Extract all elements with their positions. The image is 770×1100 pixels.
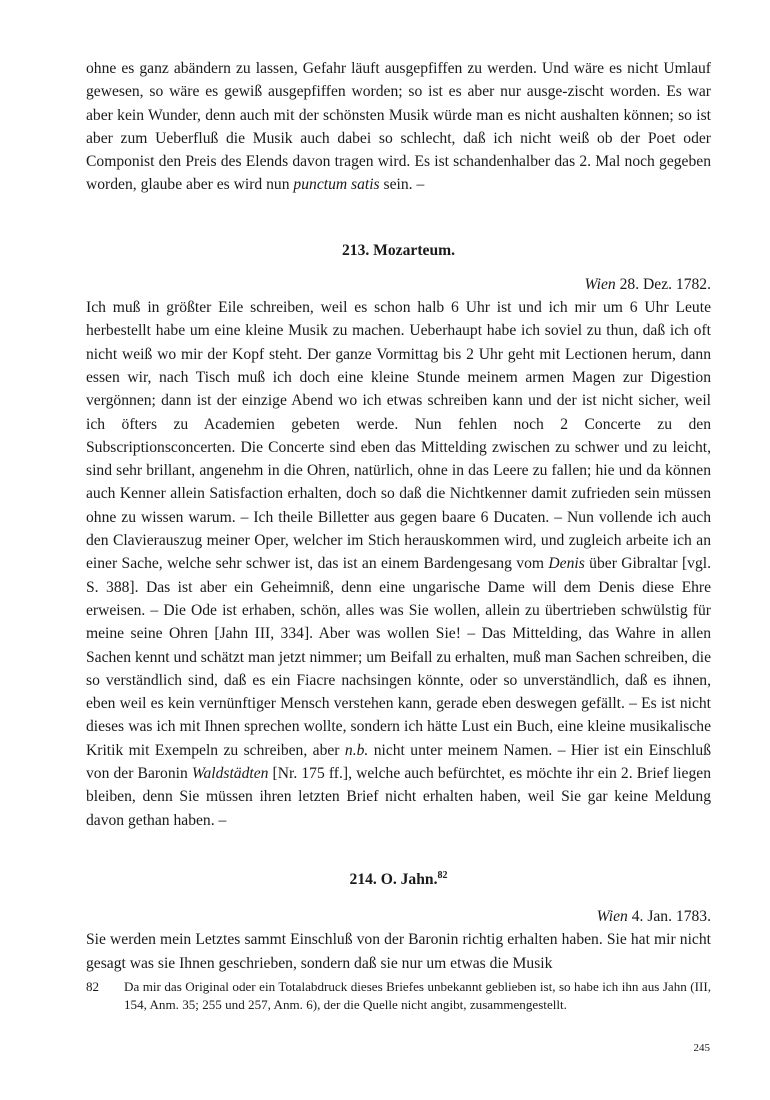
- letter-214-dateline: [86, 905, 711, 928]
- footnote-number: 82: [86, 978, 100, 994]
- letter-213-dateline: [86, 273, 711, 296]
- letter-214-date: 4. Jan. 1783.: [627, 907, 711, 925]
- text-run: nicht unter meinem Namen. – Hier ist ein Einschluß von der Baronin: [86, 741, 711, 783]
- continuation-paragraph: [86, 57, 711, 197]
- letter-214-heading: [86, 868, 711, 891]
- footnote: [86, 978, 711, 1015]
- footnote-text: Da mir das Original oder ein Totalabdruck dieses Briefes unbekannt geblieben ist, so habe ich ihn aus Jahn (III, 154, Anm. 35; 255 und 257, Anm. 6), der die Quelle nicht angibt, zusammengestellt.: [124, 978, 711, 1013]
- italic-run: Waldstädten: [191, 765, 269, 783]
- italic-run: punctum satis: [293, 176, 380, 194]
- page-number: 245: [693, 1042, 710, 1054]
- page-body: [86, 57, 711, 1015]
- letter-213-place: Wien: [584, 275, 616, 293]
- text-run: sein. –: [379, 176, 425, 194]
- footnote-reference[interactable]: 82: [437, 869, 448, 881]
- italic-run: n.b.: [344, 741, 369, 759]
- italic-run: Denis: [548, 555, 585, 573]
- letter-214-title: 214. O. Jahn.: [349, 870, 438, 888]
- letter-213-date: 28. Dez. 1782.: [615, 275, 711, 293]
- text-run: über Gibraltar [vgl. S. 388]. Das ist aber ein Geheimniß, denn eine ungarische Dame will dem Denis diese Ehre erweisen. – Die Ode ist erhaben, schön, alles was Sie wollen, allein zu übertrieben schwülstig für meine seine Ohren [Jahn III, 334]. Aber was wollen Sie! – Das Mittelding, das Wahre in allen Sachen kennt und schätzt man jetzt nimmer; um Beifall zu erhalten, muß man Sachen schreiben, die so verständlich sind, daß es ein Fiacre nachsingen könnte, oder so unverständlich, daß es ihnen, eben weil es kein vernünftiger Mensch verstehen kann, gerade eben deswegen gefällt. – Es ist nicht dieses was ich mit Ihnen sprechen wollte, sondern ich hätte Lust ein Buch, eine kleine musikalische Kritik mit Exempeln zu schreiben, aber: [86, 555, 711, 759]
- letter-213-body: [86, 296, 711, 832]
- text-run: [Nr. 175 ff.], welche auch befürchtet, es möchte ihr ein 2. Brief liegen bleiben, denn Sie müssen ihren letzten Brief nicht erhalten haben, weil Sie gar keine Meldung davon gethan haben. –: [86, 765, 711, 829]
- text-run: ohne es ganz abändern zu lassen, Gefahr läuft ausgepfiffen zu werden. Und wäre es nicht Umlauf gewesen, so wäre es gewiß ausgepfiffen worden; so ist es aber nur ausge-zischt worden. Es war aber kein Wunder, denn auch mit der schönsten Musik würde man es nicht aushalten können; so ist aber zum Ueberfluß die Musik auch dabei so schlecht, daß ich nicht weiß ob der Poet oder Componist den Preis des Elends davon tragen wird. Es ist schandenhalber das 2. Mal noch gegeben worden, glaube aber es wird nun: [86, 60, 711, 194]
- text-run: Ich muß in größter Eile schreiben, weil es schon halb 6 Uhr ist und ich mir um 6 Uhr Leute herbestellt habe um eine kleine Musik zu machen. Ueberhaupt habe ich soviel zu thun, daß ich oft nicht weiß wo mir der Kopf steht. Der ganze Vormittag bis 2 Uhr geht mit Lectionen herum, dann essen wir, nach Tisch muß ich doch eine kleine Stunde meinem armen Magen zur Digestion vergönnen; dann ist der einzige Abend wo ich etwas schreiben kann und der ist nicht sicher, weil ich öfters zu Academien gebeten werde. Nun fehlen noch 2 Concerte zu den Subscriptionsconcerten. Die Concerte sind eben das Mittelding zwischen zu schwer und zu leicht, sind sehr brillant, angenehm in die Ohren, natürlich, ohne in das Leere zu fallen; hie und da können auch Kenner allein Satisfaction erhalten, doch so daß die Nichtkenner damit zufrieden sein müssen ohne zu wissen warum. – Ich theile Billetter aus gegen baare 6 Ducaten. – Nun vollende ich auch den Clavierauszug meiner Oper, welcher im Stich herauskommen wird, und zugleich arbeite ich an einer Sache, welche sehr schwer ist, das ist an einem Bardengesang vom: [86, 299, 711, 573]
- letter-214-body: Sie werden mein Letztes sammt Einschluß von der Baronin richtig erhalten haben. Sie hat mir nicht gesagt was sie Ihnen geschrieben, sondern daß sie nur um etwas die Musik: [86, 931, 711, 972]
- letter-213-heading: 213. Mozarteum.: [341, 241, 456, 259]
- letter-214-place: Wien: [596, 907, 628, 925]
